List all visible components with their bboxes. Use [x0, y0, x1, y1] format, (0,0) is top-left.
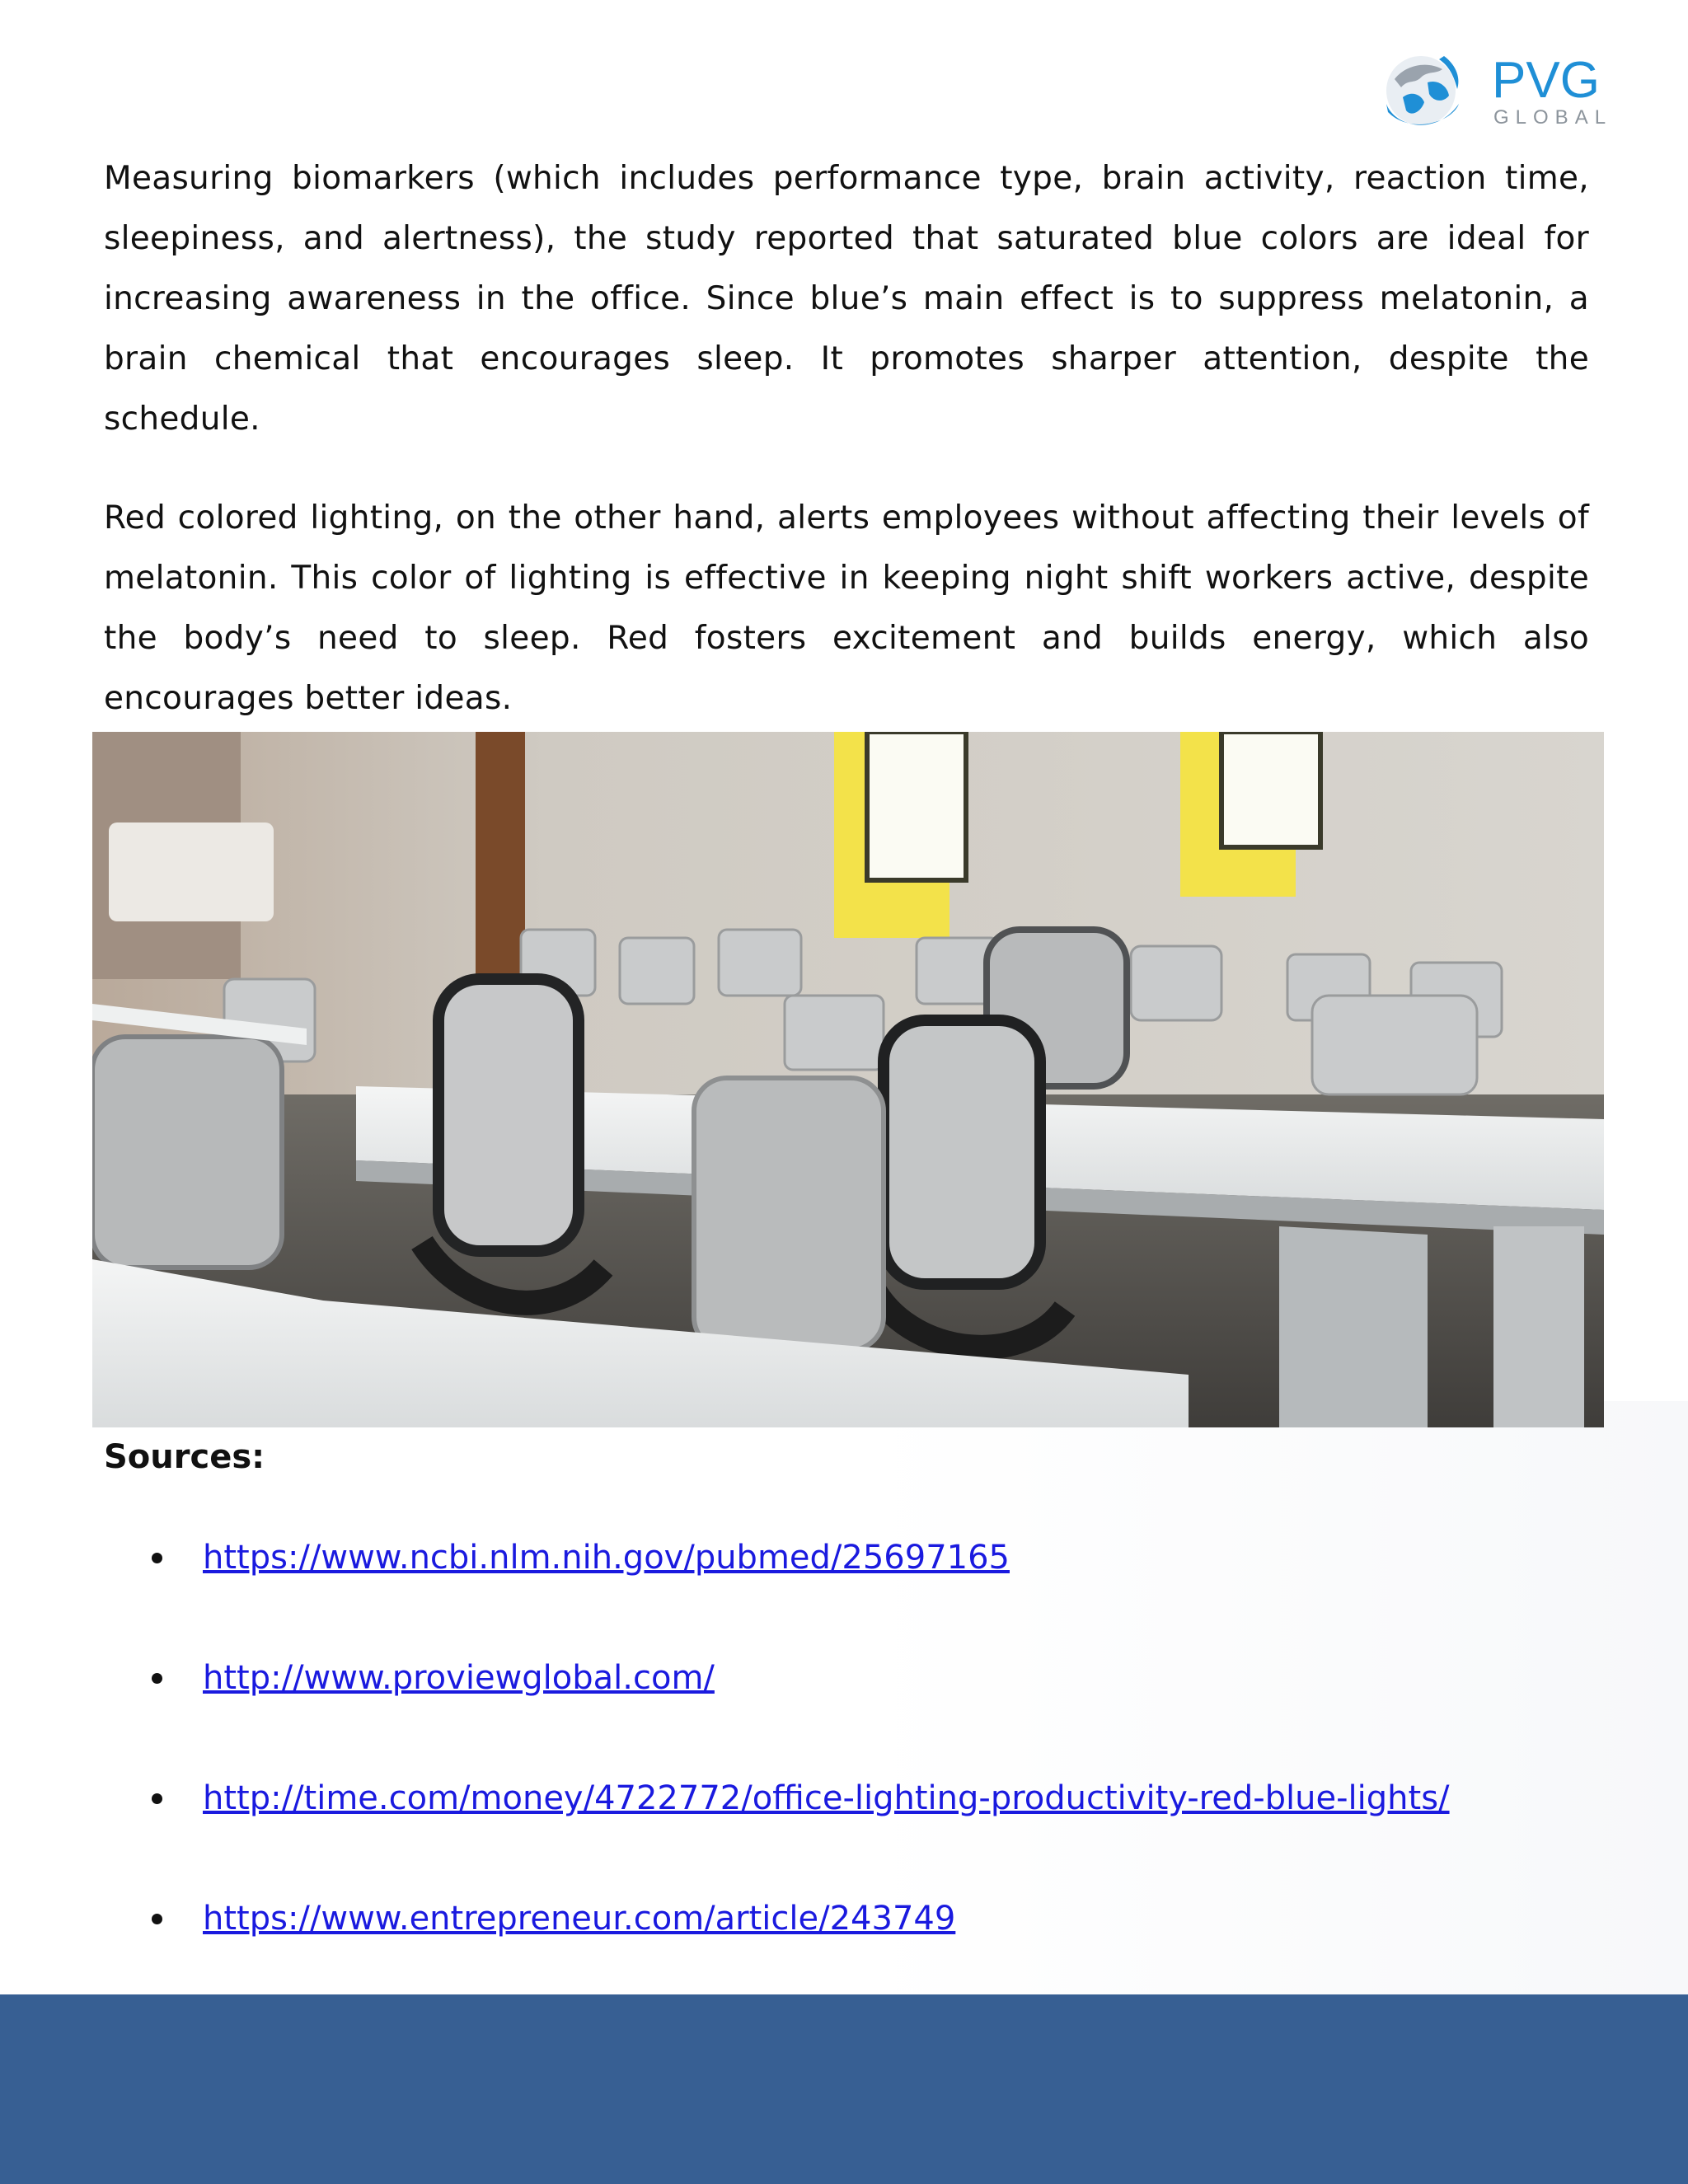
body-paragraph-blue-light: Measuring biomarkers (which includes performance type, brain activity, reaction time, sleepiness, and alertness), the study reported that saturated blue colors are ideal for increasing awareness in the office. Since blue’s main effect is to suppress melatonin, a brain chemical that encourages sleep. It promotes sharper attention, despite the schedule.	[104, 160, 1589, 438]
globe-icon	[1386, 56, 1459, 125]
source-item	[104, 1774, 1587, 1894]
sources-list	[104, 1533, 1587, 2014]
sources-heading: Sources:	[104, 1438, 265, 1476]
pvg-global-logo	[1378, 46, 1617, 138]
source-link-ncbi[interactable]: https://www.ncbi.nlm.nih.gov/pubmed/25697165	[203, 1539, 1010, 1577]
bullet-icon	[152, 1793, 162, 1804]
bullet-icon	[152, 1673, 162, 1684]
source-link-entrepreneur[interactable]: https://www.entrepreneur.com/article/243749	[203, 1900, 956, 1938]
office-chairs-photo	[92, 732, 1604, 1427]
source-link-proviewglobal[interactable]: http://www.proviewglobal.com/	[203, 1659, 715, 1697]
bullet-icon	[152, 1553, 162, 1563]
source-item	[104, 1653, 1587, 1774]
body-paragraph-red-light: Red colored lighting, on the other hand, alerts employees without affecting their levels of melatonin. This color of lighting is effective in keeping night shift workers active, despite the body’s need to sleep. Red fosters excitement and builds energy, which also encourages better ideas.	[104, 499, 1589, 717]
svg-text:PVG: PVG	[1492, 52, 1600, 109]
svg-text:GLOBAL: GLOBAL	[1493, 106, 1613, 129]
source-link-time[interactable]: http://time.com/money/4722772/office-lighting-productivity-red-blue-lights/	[203, 1779, 1450, 1817]
bullet-icon	[152, 1914, 162, 1924]
footer-band	[0, 1994, 1688, 2184]
source-item	[104, 1533, 1587, 1653]
